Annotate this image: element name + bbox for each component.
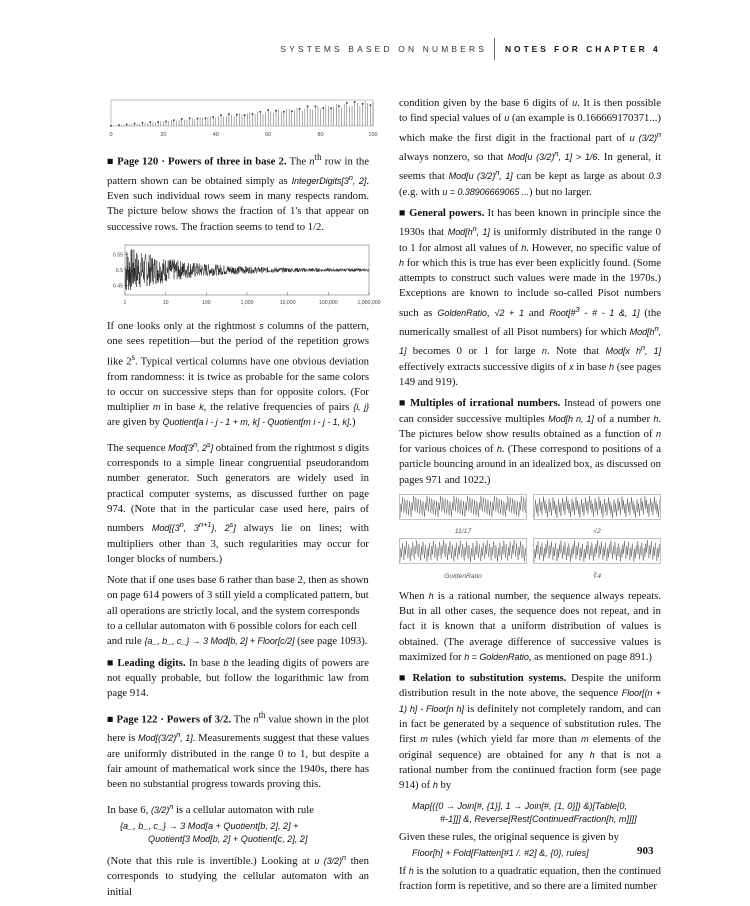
strip-mark: [205, 118, 207, 120]
strip-mark: [173, 119, 175, 121]
x-tick-label: 1,000,000: [357, 300, 381, 307]
multiples-plot: [399, 494, 527, 520]
paragraph: Given these rules, the original sequence is given by: [399, 830, 619, 843]
powers-three-strip-plot: [107, 96, 377, 140]
strip-mark: [189, 117, 191, 119]
paragraph: ■ Page 122 · Powers of 3/2. The $n^{th}$ value shown in the plot here is $Mod[(3/2)^n$, 1]. Measurements suggest that these values are uniformly distributed in the range 0 to 1, but despite a fair amount of mathematical work since the 1940s, there has been no substantial progress towards proving this.: [107, 709, 369, 791]
strip-mark: [299, 108, 301, 110]
strip-mark: [275, 110, 277, 112]
multiples-panel: [533, 494, 661, 538]
strip-mark: [307, 106, 309, 108]
multiples-panels: [399, 494, 661, 583]
paragraph: condition given by the base 6 digits of u. It is then possible to find special values of u (an example is 0.166669170371...) which make the first digit in the fractional part of u $(3/2)^n$ always nonzero, so that Mod[u $(3/2)^n$, 1] > 1/6. In general, it seems that Mod[u $(3/2)^n$, 1] can be kept as large as about 0.3 (e.g. with u = 0.38906669065 ...) but no larger.: [399, 97, 661, 198]
paragraph: ■ Multiples of irrational numbers. Instead of powers one can consider successive multiples Mod[h n, 1] of a number h. The pictures below show results obtained as a function of n for various choices of h. (These correspond to positions of a particle bouncing around in an idealized box, as discussed on pages 971 and 1022.): [399, 397, 662, 486]
panel-label: √2: [593, 528, 601, 536]
left-column: [107, 96, 381, 906]
strip-mark: [110, 125, 112, 127]
fraction-series-line: [125, 249, 369, 290]
panel-label: GoldenRatio: [444, 572, 482, 580]
multiples-panel: [533, 538, 661, 582]
strip-mark: [370, 104, 372, 106]
paragraph: ■ Leading digits. In base b the leading digits of powers are not equally probable, but follow the logarithmic law from page 914.: [107, 656, 369, 700]
paragraph: (Note that this rule is invertible.) Looking at u $(3/2)^n$ then corresponds to studying the cellular automaton with an initial: [107, 852, 369, 898]
strip-mark: [330, 108, 332, 110]
fraction-of-ones-plot: [107, 241, 381, 309]
strip-mark: [244, 114, 246, 116]
x-tick-label: 100: [202, 300, 211, 307]
strip-mark: [150, 121, 152, 123]
strip-mark: [165, 121, 167, 123]
strip-mark: [212, 116, 214, 118]
paragraph: If one looks only at the rightmost s columns of the pattern, one sees repetition—but the period of the repetition grows like 2$^s$. Typical vertical columns have one obvious deviation from randomness: it is twice as probable for the same colors to occur on successive steps than for opposite colors. (For multiplier m in base k, the relative frequencies of pairs {i, j} are given by Quotient[a i - j - 1 + m, k] - Quotient[m i - j - 1, k].): [107, 320, 370, 429]
multiples-panel: [399, 538, 527, 582]
strip-mark: [157, 121, 159, 123]
panel-frame: [534, 539, 661, 564]
multiples-panel: [399, 494, 527, 538]
running-header: [0, 44, 750, 64]
strip-mark: [228, 113, 230, 115]
y-tick-label: 0.5: [115, 268, 123, 275]
paragraph: ■ Page 120 · Powers of three in base 2. The $n^{th}$ row in the pattern shown can be obtained simply as IntegerDigits[3$^n$, 2]. Even such individual rows seem in many respects random. The picture below shows the fraction of 1's that appear on successive rows. The fraction seems to tend to 1/2.: [107, 152, 369, 233]
paragraph: If h is the solution to a quadratic equation, then the continued fraction form is repetitive, and so there are a limited number: [399, 864, 662, 893]
code-block: {a_, b_, c_} → 3 Mod[a + Quotient[b, 2], 2] + Quotient[3 Mod[b, 2] + Quotient[c, 2], 2]: [120, 820, 308, 844]
strip-mark: [315, 106, 317, 108]
top-strip-figure: [107, 96, 378, 140]
strip-mark: [354, 101, 356, 103]
strip-mark: [181, 118, 183, 120]
x-tick-label: 10: [162, 300, 169, 307]
y-tick-label: 0.55: [112, 252, 123, 259]
right-column: [399, 96, 661, 900]
header-chapter-title: NOTES FOR CHAPTER 4: [505, 44, 661, 54]
strip-mark: [118, 124, 120, 126]
strip-mark: [252, 113, 254, 115]
code-block: Map[({0 → Join[#, {1}], 1 → Join[#, {1, 0}]} &)[Table[0, #-1]]] &, Reverse[Rest[ContinuedFraction[h, m]]]]: [412, 800, 637, 824]
strip-mark: [142, 122, 144, 124]
strip-mark: [338, 105, 340, 107]
strip-mark: [291, 110, 293, 112]
strip-mark: [322, 107, 324, 109]
header-section-title: SYSTEMS BASED ON NUMBERS: [280, 44, 487, 54]
paragraph: The sequence Mod[3$^n$, 2$^s$] obtained from the rightmost s digits corresponds to a simple linear congruential pseudorandom number generator. Such generators are widely used in practical computer systems, as discussed further on page 974. (Note that in the particular case used here, pairs of numbers Mod[{3$^n$, $3^{n+1}$}, 2$^s$] always lie on lines; with multipliers other than 3, such regularities may occur for longer blocks of numbers.): [107, 439, 370, 565]
paragraph: Note that if one uses base 6 rather than base 2, then as shown on page 614 powers of 3 still yield a complicated pattern, but all operations are strictly local, and the system corresponds to a cellular automaton with 6 possible colors for each cell and rule {a_, b_, c_} → 3 Mod[b, 2] + Floor[c/2] (see page 1093).: [107, 574, 369, 648]
multiples-plot: [533, 538, 661, 564]
panel-label: ∛4: [592, 572, 602, 580]
strip-mark: [346, 102, 348, 104]
strip-tick-label: 20: [160, 132, 167, 138]
x-tick-label: 1: [123, 300, 127, 307]
fraction-plot-figure: [107, 241, 381, 309]
strip-tick-label: 40: [212, 132, 219, 138]
paragraph: When h is a rational number, the sequence always repeats. But in all other cases, the sequence does not repeat, and in fact it is known that a uniform distribution of values is obtained. (The average difference of successive values is maximized for h = GoldenRatio, as mentioned on page 891.): [399, 589, 661, 663]
strip-tick-label: 80: [317, 132, 324, 138]
strip-mark: [362, 103, 364, 105]
strip-tick-label: 0: [109, 132, 113, 138]
code-block: Floor[h] + Fold[Flatten[#1 /. #2] &, {0}, rules]: [412, 847, 589, 858]
strip-mark: [220, 114, 222, 116]
strip-mark: [267, 109, 269, 111]
paragraph: In base 6, $(3/2)^n$ is a cellular automaton with rule: [107, 801, 314, 816]
panel-label: 11/17: [454, 528, 472, 536]
strip-mark: [134, 123, 136, 125]
strip-tick-label: 100: [368, 132, 378, 138]
multiples-plot: [399, 538, 527, 564]
paragraph: ■ Relation to substitution systems. Despite the uniform distribution result in the note above, the sequence Floor[(n + 1) h] - Floor[n h] is definitely not completely random, and can in fact be generated by a sequence of substitution rules. The first m rules (which yield far more than m elements of the original sequence) are obtained for any h that is not a rational number from the continued fraction form (see page 914) of h by: [399, 672, 662, 792]
strip-mark: [126, 124, 128, 126]
strip-mark: [260, 111, 262, 113]
strip-mark: [283, 111, 285, 113]
header-divider: [494, 38, 495, 60]
x-tick-label: 100,000: [318, 300, 338, 307]
x-tick-label: 10,000: [279, 300, 296, 307]
strip-tick-label: 60: [265, 132, 272, 138]
page-number: 903: [637, 845, 654, 857]
paragraph: ■ General powers. It has been known in principle since the 1930s that $Mod[h^n$, 1] is uniformly distributed in the range 0 to 1 for almost all values of h. However, no specific value of h for which this is true has ever been explicitly found. (Some attempts to construct such values were made in the 1970s.) Exceptions are known to include so-called Pisot numbers such as GoldenRatio, √2 + 1 and Root[#$^3$ - # - 1 &, 1] (the numerically smallest of all Pisot numbers) for which $Mod[h^n$, 1] becomes 0 or 1 for large n. Note that Mod[x $h^n$, 1] effectively extracts successive digits of x in base h (see pages 149 and 919).: [399, 206, 662, 388]
y-tick-label: 0.45: [112, 283, 123, 290]
strip-mark: [197, 118, 199, 120]
x-tick-label: 1,000: [240, 300, 254, 307]
multiples-plot: [533, 494, 661, 520]
strip-mark: [236, 114, 238, 116]
